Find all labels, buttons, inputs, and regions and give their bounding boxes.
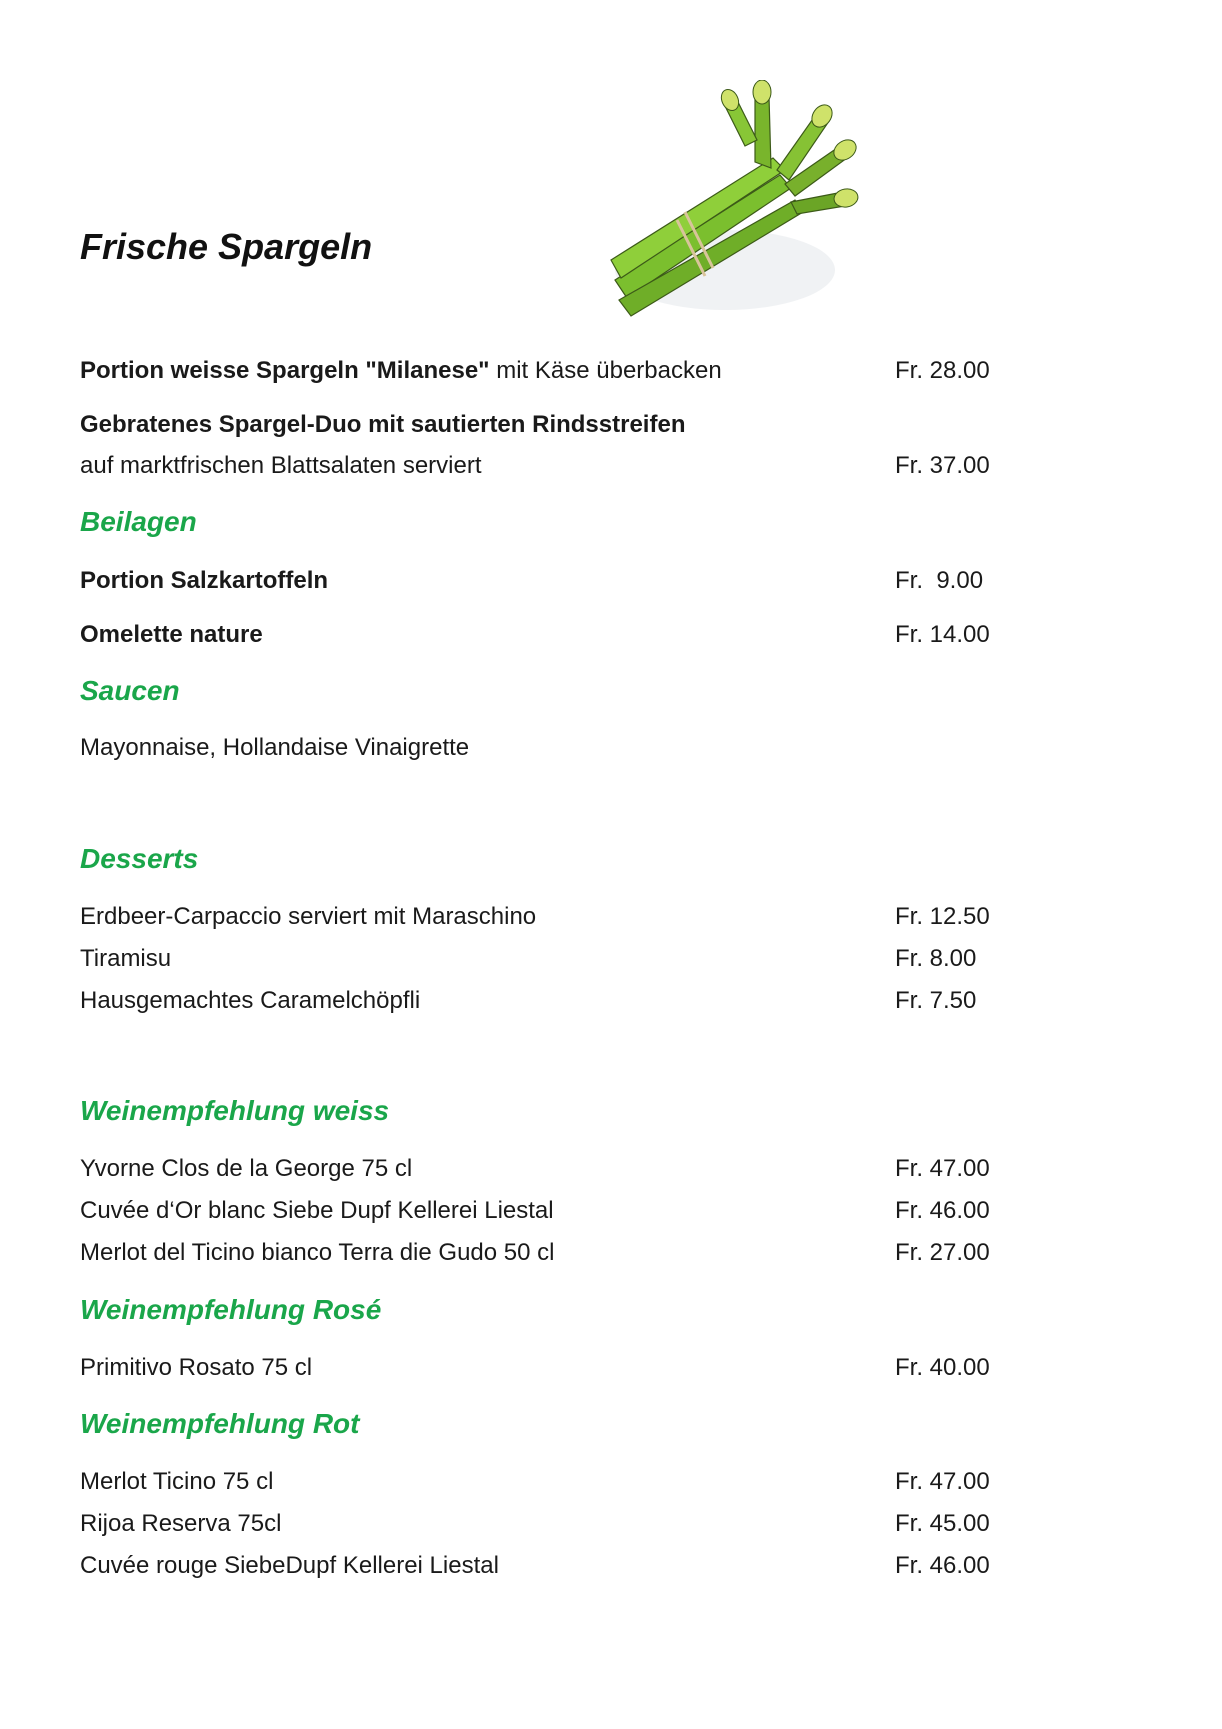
menu-item-price: Fr. 14.00 <box>895 621 990 648</box>
menu-item-price: Fr. 12.50 <box>895 903 990 930</box>
menu-item-price: Fr. 28.00 <box>895 357 990 384</box>
menu-item-name: Portion Salzkartoffeln <box>80 567 329 594</box>
menu-item-price: Fr. 46.00 <box>895 1197 990 1224</box>
menu-item-name: Hausgemachtes Caramelchöpfli <box>80 987 421 1014</box>
menu-item-name: Portion weisse Spargeln "Milanese" <box>80 357 490 384</box>
menu-item-price: Fr. 27.00 <box>895 1239 990 1266</box>
section-heading-saucen: Saucen <box>80 675 180 706</box>
asparagus-icon <box>605 80 875 325</box>
menu-item-price: Fr. 47.00 <box>895 1468 990 1495</box>
menu-item-name: Tiramisu <box>80 945 172 972</box>
menu-item-price: Fr. 7.50 <box>895 987 977 1014</box>
section-heading-wine-white: Weinempfehlung weiss <box>80 1095 390 1126</box>
sauce-list: Mayonnaise, Hollandaise Vinaigrette <box>80 734 470 761</box>
menu-item-name: Omelette nature <box>80 621 263 648</box>
menu-item-price: Fr. 47.00 <box>895 1155 990 1182</box>
section-heading-beilagen: Beilagen <box>80 506 197 537</box>
page-title: Frische Spargeln <box>80 226 373 267</box>
section-heading-wine-red: Weinempfehlung Rot <box>80 1408 360 1439</box>
menu-item-price: Fr. 46.00 <box>895 1552 990 1579</box>
menu-item-label <box>80 356 722 386</box>
menu-item-name: Cuvée rouge SiebeDupf Kellerei Liestal <box>80 1552 499 1579</box>
menu-item-name: Gebratenes Spargel-Duo mit sautierten Rindsstreifen <box>80 411 686 438</box>
menu-item-name: Merlot Ticino 75 cl <box>80 1468 274 1495</box>
menu-item-description: mit Käse überbacken <box>489 357 722 384</box>
menu-item-name: Cuvée d‘Or blanc Siebe Dupf Kellerei Liestal <box>80 1197 554 1224</box>
menu-item-name: Yvorne Clos de la George 75 cl <box>80 1155 413 1182</box>
menu-item-price: Fr. 45.00 <box>895 1510 990 1537</box>
menu-item-price: Fr. 9.00 <box>895 567 984 594</box>
menu-item-name: Erdbeer-Carpaccio serviert mit Maraschino <box>80 903 537 930</box>
menu-item-name: Merlot del Ticino bianco Terra die Gudo 50 cl <box>80 1239 555 1266</box>
section-heading-wine-rose: Weinempfehlung Rosé <box>80 1294 382 1325</box>
menu-item-name: Rijoa Reserva 75cl <box>80 1510 282 1537</box>
menu-item-name: Primitivo Rosato 75 cl <box>80 1354 313 1381</box>
menu-item-price: Fr. 8.00 <box>895 945 977 972</box>
menu-item-price: Fr. 37.00 <box>895 452 990 479</box>
section-heading-desserts: Desserts <box>80 843 199 874</box>
menu-item-price: Fr. 40.00 <box>895 1354 990 1381</box>
menu-item-description: auf marktfrischen Blattsalaten serviert <box>80 452 482 479</box>
